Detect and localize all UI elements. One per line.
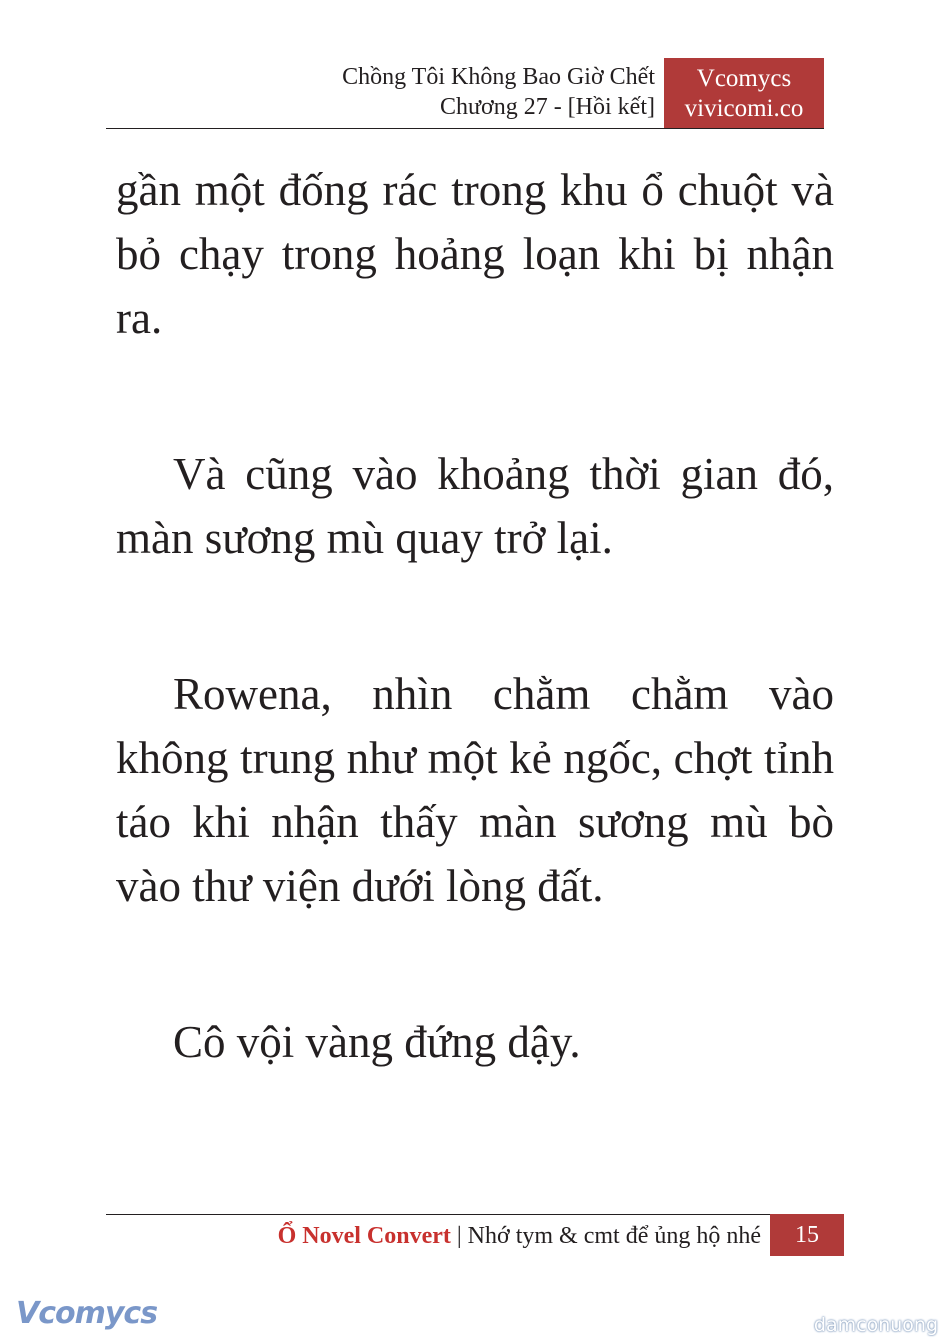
watermark-right: damconuong	[813, 1314, 938, 1336]
paragraph-4: Cô vội vàng đứng dậy.	[173, 1017, 581, 1067]
watermark-logo-left: Vcomycs	[16, 1296, 158, 1331]
page-body	[116, 158, 834, 1074]
chapter-title: Chương 27 - [Hồi kết]	[439, 94, 655, 120]
page-header	[342, 62, 655, 122]
header-divider	[106, 128, 824, 129]
brand-website: vivicomi.co	[684, 95, 804, 122]
page-footer	[278, 1220, 761, 1252]
footer-brand: Ổ Novel Convert	[277, 1223, 451, 1249]
paragraph-1: gần một đống rác trong khu ổ chuột và bỏ chạy trong hoảng loạn khi bị nhận ra.	[116, 165, 834, 343]
footer-divider	[106, 1214, 770, 1215]
paragraph-2: Và cũng vào khoảng thời gian đó, màn sương mù quay trở lại.	[116, 449, 834, 563]
book-title: Chồng Tôi Không Bao Giờ Chết	[342, 64, 655, 90]
page-number: 15	[770, 1214, 844, 1256]
header-brand-badge	[664, 58, 824, 128]
footer-separator: |	[450, 1223, 468, 1249]
paragraph-3: Rowena, nhìn chằm chằm vào không trung như một kẻ ngốc, chợt tỉnh táo khi nhận thấy màn sương mù bò vào thư viện dưới lòng đất.	[116, 669, 834, 911]
brand-name: Vcomycs	[696, 65, 792, 92]
footer-message: Nhớ tym & cmt để ủng hộ nhé	[467, 1223, 761, 1249]
